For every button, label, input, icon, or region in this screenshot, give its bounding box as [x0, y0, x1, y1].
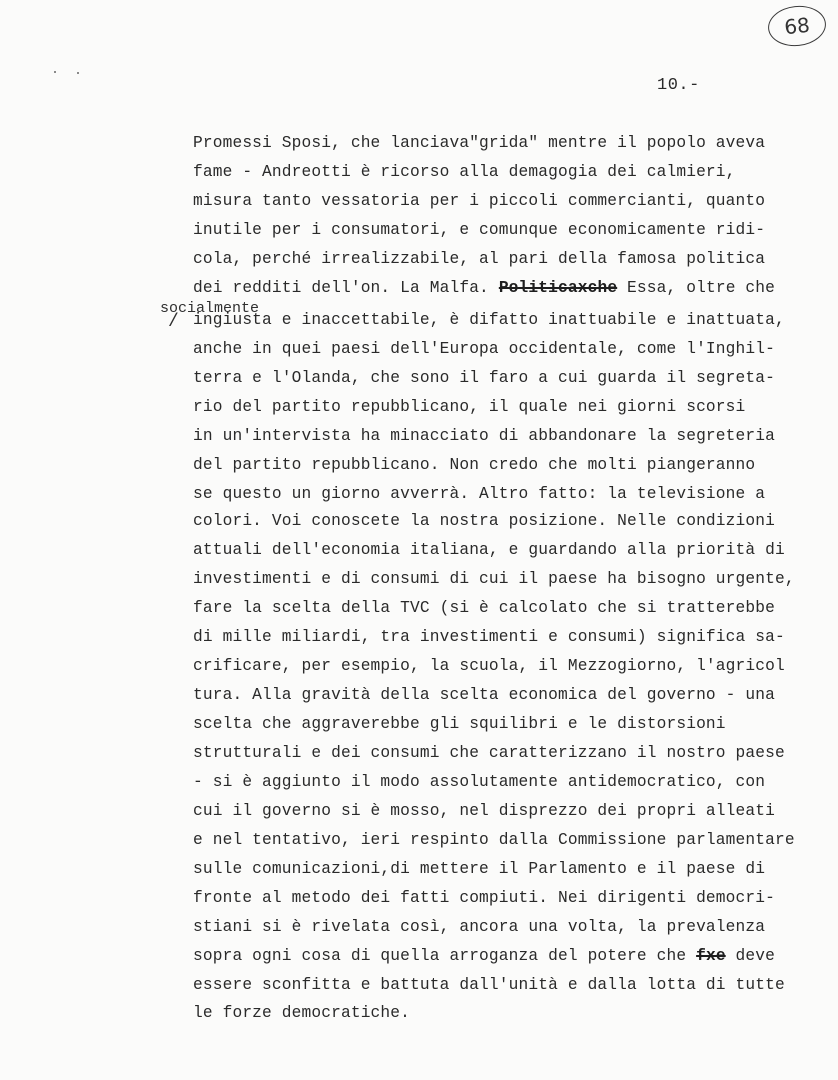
text-line: cola, perché irrealizzabile, al pari della famosa politica — [193, 250, 766, 268]
struck-out-text: fxe — [696, 947, 726, 965]
insert-slash-mark: / — [168, 312, 179, 332]
text-line: fronte al metodo dei fatti compiuti. Nei dirigenti democri- — [193, 889, 775, 907]
page-number: 10.- — [657, 76, 700, 95]
text-line: sulle comunicazioni,di mettere il Parlamento e il paese di — [193, 860, 766, 878]
text-line: investimenti e di consumi di cui il paese ha bisogno urgente, — [193, 570, 795, 588]
text-line: Promessi Sposi, che lanciava"grida" mentre il popolo aveva — [193, 134, 766, 152]
text-line: attuali dell'economia italiana, e guardando alla priorità di — [193, 541, 785, 559]
text-line: inutile per i consumatori, e comunque economicamente ridi- — [193, 221, 766, 239]
text-line: fame - Andreotti è ricorso alla demagogia dei calmieri, — [193, 163, 736, 181]
archive-number: 68 — [783, 12, 811, 40]
archive-number-mark — [766, 3, 828, 49]
text-line: scelta che aggraverebbe gli squilibri e le distorsioni — [193, 715, 726, 733]
text-line: di mille miliardi, tra investimenti e consumi) significa sa- — [193, 628, 785, 646]
text-line: ingiusta e inaccettabile, è difatto inattuabile e inattuata, — [193, 311, 785, 329]
struck-out-text: Politicaxche — [498, 279, 618, 297]
text-line-start: dei redditi dell'on. La Malfa. — [193, 279, 489, 297]
paper-speck — [54, 71, 56, 73]
text-line: cui il governo si è mosso, nel disprezzo dei propri alleati — [193, 802, 775, 820]
text-line: del partito repubblicano. Non credo che molti piangeranno — [193, 456, 756, 474]
text-line: e nel tentativo, ieri respinto dalla Commissione parlamentare — [193, 831, 795, 849]
text-line: terra e l'Olanda, che sono il faro a cui guarda il segreta- — [193, 369, 775, 387]
text-line: essere sconfitta e battuta dall'unità e dalla lotta di tutte — [193, 976, 785, 994]
text-line-start: sopra ogni cosa di quella arroganza del potere che — [193, 947, 687, 965]
text-line-with-strike — [193, 948, 775, 964]
text-line: misura tanto vessatoria per i piccoli commercianti, quanto — [193, 192, 766, 210]
text-line: stiani si è rivelata così, ancora una volta, la prevalenza — [193, 918, 766, 936]
text-line: anche in quei paesi dell'Europa occidentale, come l'Inghil- — [193, 340, 775, 358]
text-line-end: Essa, oltre che — [617, 279, 776, 297]
paper-speck — [77, 72, 79, 74]
text-line: in un'intervista ha minacciato di abbandonare la segreteria — [193, 427, 775, 445]
text-line: rio del partito repubblicano, il quale nei giorni scorsi — [193, 398, 746, 416]
text-line: strutturali e dei consumi che caratterizzano il nostro paese — [193, 744, 785, 762]
text-line: colori. Voi conoscete la nostra posizione. Nelle condizioni — [193, 512, 775, 530]
text-line: se questo un giorno avverrà. Altro fatto: la televisione a — [193, 485, 766, 503]
text-line: tura. Alla gravità della scelta economica del governo - una — [193, 686, 775, 704]
text-line: fare la scelta della TVC (si è calcolato che si tratterebbe — [193, 599, 775, 617]
text-line-with-strike — [193, 280, 775, 296]
text-line-end: deve — [725, 947, 776, 965]
text-line: - si è aggiunto il modo assolutamente antidemocratico, con — [193, 773, 766, 791]
text-line: le forze democratiche. — [193, 1004, 411, 1022]
text-line: crificare, per esempio, la scuola, il Mezzogiorno, l'agricol — [193, 657, 785, 675]
handwritten-margin-insert: socialmente — [160, 300, 260, 317]
